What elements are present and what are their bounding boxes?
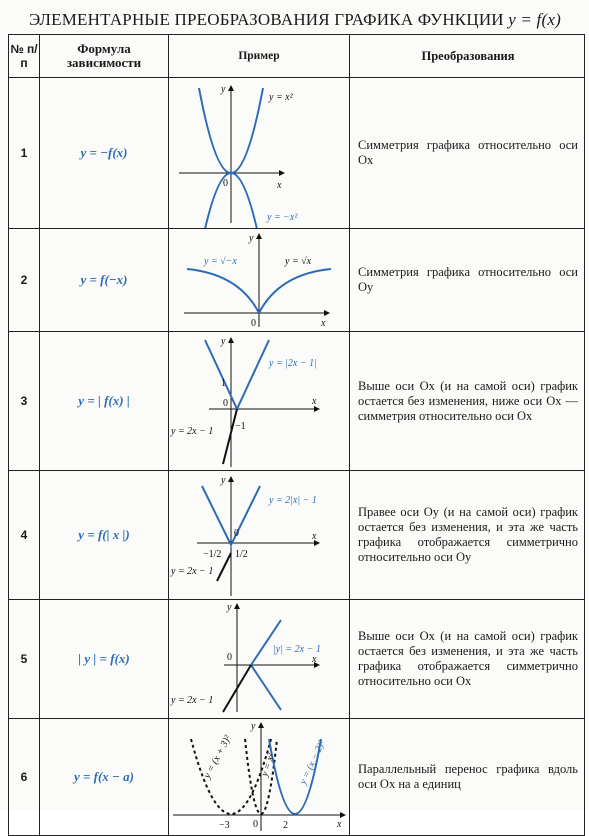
row-formula: y = f(| x |)	[40, 471, 169, 600]
table-row	[9, 471, 585, 600]
header-row	[9, 35, 585, 78]
row-formula: y = f(−x)	[40, 229, 169, 332]
graph-6	[169, 719, 349, 835]
row-transform: Симметрия графика относительно оси Ox	[350, 78, 585, 229]
row-formula: y = −f(x)	[40, 78, 169, 229]
label: y = |2x − 1|	[269, 358, 317, 369]
label: y	[251, 721, 256, 732]
transformations-table	[8, 34, 585, 836]
label: x	[312, 654, 317, 665]
row-num: 3	[9, 332, 40, 471]
header-transform: Преобразования	[350, 35, 585, 78]
label: |y| = 2x − 1	[273, 644, 321, 655]
header-formula: Формула зависимости	[40, 35, 169, 78]
label: −1	[235, 421, 246, 432]
row-example	[169, 332, 350, 471]
label: x	[312, 531, 317, 542]
row-example	[169, 600, 350, 719]
label: 1/2	[235, 549, 248, 560]
label: x	[312, 396, 317, 407]
row-formula: | y | = f(x)	[40, 600, 169, 719]
label: y	[221, 84, 226, 95]
row-example	[169, 78, 350, 229]
table-row	[9, 229, 585, 332]
graph-1	[169, 78, 349, 228]
label: y = x²	[259, 752, 278, 778]
label: x	[337, 819, 342, 830]
label: 0	[223, 398, 228, 409]
label: 0	[234, 528, 239, 539]
graph-4	[169, 471, 349, 599]
label: y	[221, 475, 226, 486]
label: −3	[219, 820, 230, 831]
curve-abs	[205, 340, 269, 409]
page-title	[10, 6, 580, 34]
label: y	[249, 233, 254, 244]
curve-sqrt-x	[259, 269, 331, 313]
label: y = √−x	[204, 256, 237, 267]
graph-5	[169, 600, 349, 718]
header-num: № п/п	[9, 35, 40, 78]
label: x	[277, 180, 282, 191]
table-row	[9, 332, 585, 471]
row-transform: Симметрия графика относительно оси Oy	[350, 229, 585, 332]
title-formula: y = f(x)	[508, 10, 561, 29]
row-transform: Параллельный перенос графика вдоль оси Ox на a единиц	[350, 719, 585, 836]
graph-2	[169, 229, 349, 331]
label: 0	[227, 652, 232, 663]
row-example	[169, 719, 350, 836]
label: y = 2x − 1	[171, 426, 214, 437]
label: y = 2|x| − 1	[269, 495, 317, 506]
row-num: 5	[9, 600, 40, 719]
table-row	[9, 78, 585, 229]
label: y = −x²	[267, 212, 298, 223]
table-row	[9, 600, 585, 719]
label: 0	[251, 318, 256, 329]
curve-sqrt-neg-x	[187, 269, 259, 313]
row-formula: y = | f(x) |	[40, 332, 169, 471]
row-transform: Выше оси Ox (и на самой оси) график остается без изменения, ниже оси Ox — симметрия относительно оси Ox	[350, 332, 585, 471]
label: −1/2	[203, 549, 222, 560]
label: 0	[253, 819, 258, 830]
label: y = x²	[269, 92, 293, 103]
row-formula: y = f(x − a)	[40, 719, 169, 836]
label: 2	[283, 820, 288, 831]
row-num: 2	[9, 229, 40, 332]
line-2x-1	[223, 409, 237, 464]
label: y = 2x − 1	[171, 566, 214, 577]
row-example	[169, 471, 350, 600]
label: x	[321, 318, 326, 329]
row-example	[169, 229, 350, 332]
row-num: 4	[9, 471, 40, 600]
label: y = √x	[285, 256, 312, 267]
label: y = (x + 3)²	[201, 733, 234, 781]
header-example: Пример	[169, 35, 350, 78]
label: y = 2x − 1	[171, 695, 214, 706]
label: 0	[223, 178, 228, 189]
label: y	[227, 602, 232, 613]
table-row	[9, 719, 585, 836]
row-transform: Правее оси Oy (и на самой оси) график остается без изменения, и эта же часть графика отображается симметрично относительно оси Oy	[350, 471, 585, 600]
row-num: 1	[9, 78, 40, 229]
label: y = (x − 2)²	[297, 738, 328, 787]
row-transform: Выше оси Ox (и на самой оси) график остается без изменения, и эта же часть графика отображается симметрично относительно оси Ox	[350, 600, 585, 719]
title-text: ЭЛЕМЕНТАРНЫЕ ПРЕОБРАЗОВАНИЯ ГРАФИКА ФУНКЦИИ	[29, 10, 504, 29]
label: y	[221, 336, 226, 347]
graph-3	[169, 332, 349, 470]
row-num: 6	[9, 719, 40, 836]
label: 1	[221, 378, 226, 389]
